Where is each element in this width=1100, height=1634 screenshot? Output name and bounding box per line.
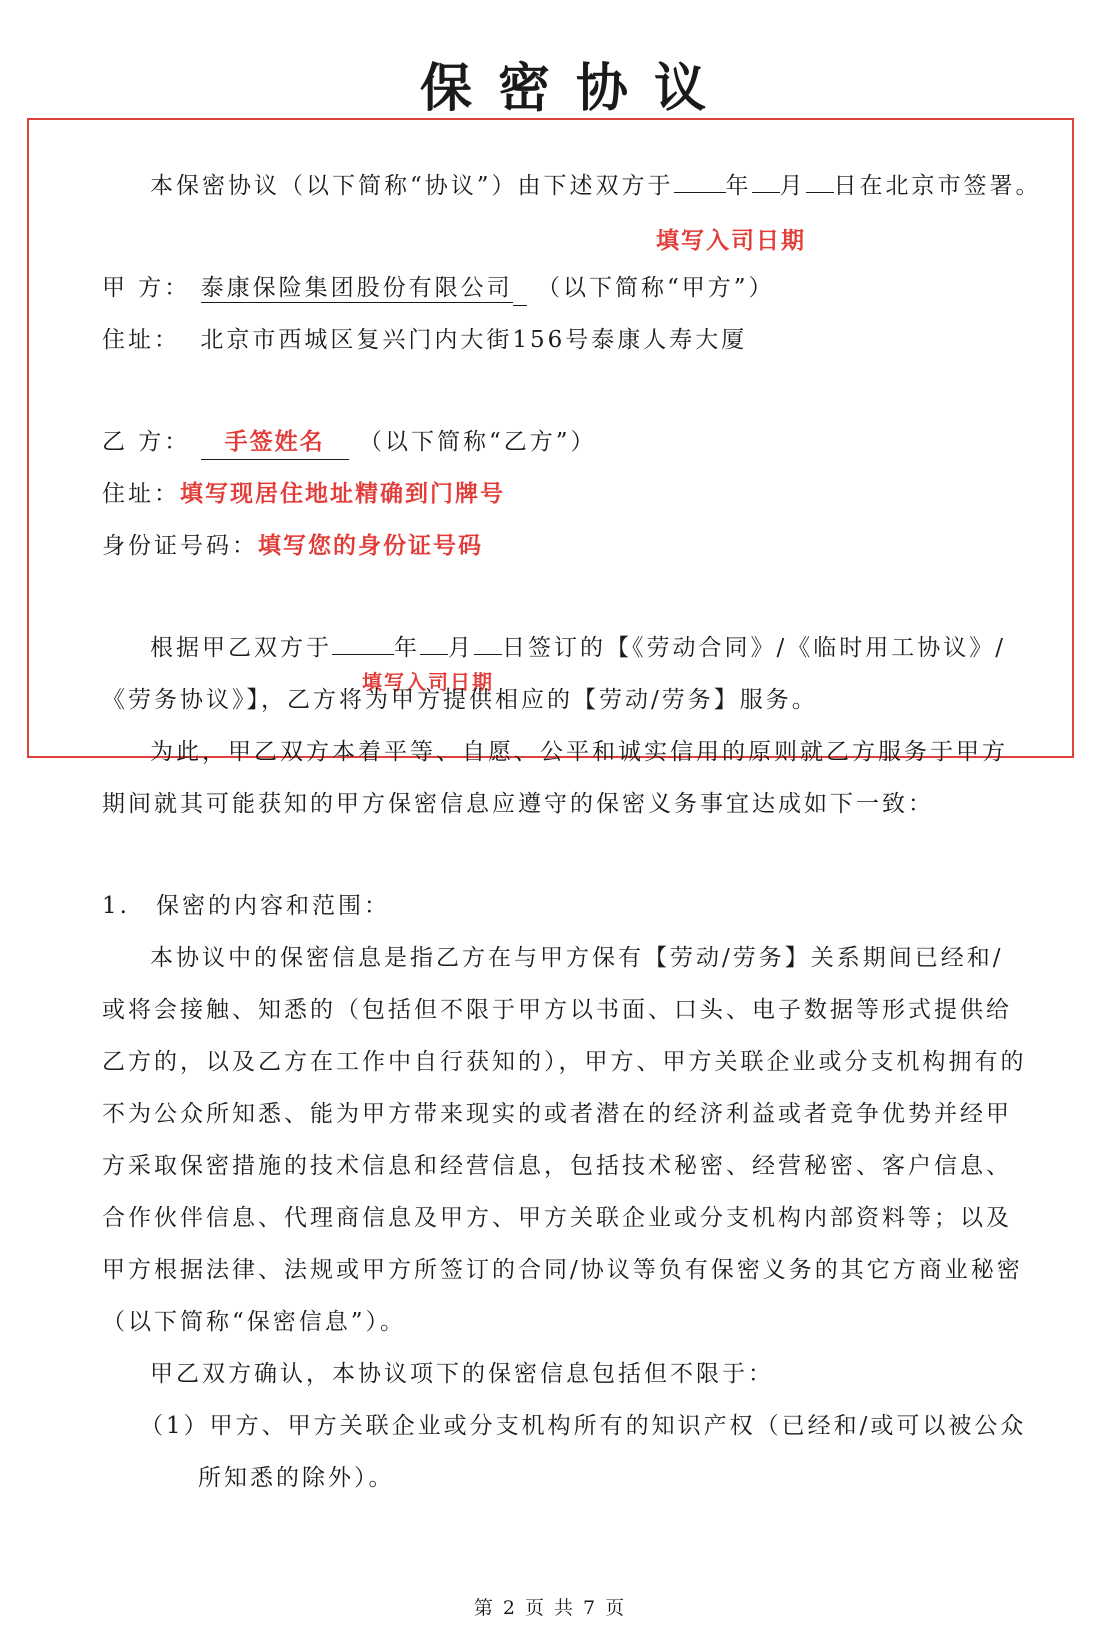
basis-date-annotation: 填写入司日期	[362, 670, 494, 694]
party-b-address-line	[102, 478, 505, 510]
section-1-line-3: 乙方的，以及乙方在工作中自行获知的），甲方、甲方关联企业或分支机构拥有的	[102, 1049, 1027, 1075]
item-1-line-2: 所知悉的除外）。	[198, 1465, 395, 1491]
party-b-name-annotation: 手签姓名	[224, 429, 325, 455]
basis-suffix: 日签订的【《劳动合同》/《临时用工协议》/	[502, 635, 1006, 661]
confirm-line: 甲乙双方确认，本协议项下的保密信息包括但不限于：	[150, 1361, 774, 1387]
party-a-address-label: 住址：	[102, 327, 180, 353]
section-1-line-1: 本协议中的保密信息是指乙方在与甲方保有【劳动/劳务】关系期间已经和/	[150, 945, 1004, 971]
section-1-line-8: （以下简称“保密信息”）。	[102, 1309, 407, 1335]
section-1-line-5: 方采取保密措施的技术信息和经营信息，包括技术秘密、经营秘密、客户信息、	[102, 1153, 1012, 1179]
year-blank[interactable]	[674, 170, 726, 193]
intro-line	[150, 170, 1042, 202]
section-1-heading: 1. 保密的内容和范围：	[102, 893, 390, 919]
intro-year: 年	[725, 173, 752, 199]
basis-month-blank[interactable]	[420, 632, 448, 655]
party-b-id-annotation: 填写您的身份证号码	[258, 533, 483, 559]
party-a-suffix: （以下简称“甲方”）	[536, 275, 775, 301]
intro-month: 月	[779, 173, 806, 199]
party-a-line	[102, 272, 774, 306]
intro-prefix: 本保密协议（以下简称“协议”）由下述双方于	[150, 173, 674, 199]
party-b-label: 乙 方：	[102, 429, 191, 455]
party-b-address-annotation: 填写现居住地址精确到门牌号	[180, 481, 505, 507]
intro-date-annotation: 填写入司日期	[656, 228, 806, 254]
section-1-line-7: 甲方根据法律、法规或甲方所签订的合同/协议等负有保密义务的其它方商业秘密	[102, 1257, 1023, 1283]
party-b-suffix: （以下简称“乙方”）	[358, 429, 597, 455]
party-a-address: 北京市西城区复兴门内大街156号泰康人寿大厦	[200, 327, 748, 353]
page-footer: 第 2 页 共 7 页	[473, 1597, 627, 1619]
basis-line	[150, 632, 1006, 664]
intro-day-suffix: 日在北京市签署。	[833, 173, 1042, 199]
basis-prefix: 根据甲乙双方于	[150, 635, 332, 661]
section-1-line-4: 不为公众所知悉、能为甲方带来现实的或者潜在的经济利益或者竞争优势并经甲	[102, 1101, 1012, 1127]
party-a-name-underline	[513, 272, 527, 306]
basis-day-blank[interactable]	[474, 632, 502, 655]
party-b-id-line	[102, 530, 483, 562]
party-b-line	[102, 426, 596, 460]
party-b-id-label: 身份证号码：	[102, 533, 258, 559]
day-blank[interactable]	[806, 170, 834, 193]
purpose-line-1: 为此，甲乙双方本着平等、自愿、公平和诚实信用的原则就乙方服务于甲方	[150, 739, 1008, 765]
item-1-line-1: （1）甲方、甲方关联企业或分支机构所有的知识产权（已经和/或可以被公众	[140, 1413, 1027, 1439]
party-b-address-label: 住址：	[102, 481, 180, 507]
party-a-name: 泰康保险集团股份有限公司	[200, 275, 513, 301]
section-1-line-6: 合作伙伴信息、代理商信息及甲方、甲方关联企业或分支机构内部资料等；以及	[102, 1205, 1012, 1231]
month-blank[interactable]	[752, 170, 780, 193]
document-title: 保密协议	[419, 59, 732, 119]
purpose-line-2: 期间就其可能获知的甲方保密信息应遵守的保密义务事宜达成如下一致：	[102, 791, 934, 817]
party-b-name-field[interactable]	[201, 426, 349, 460]
basis-month: 月	[448, 635, 474, 661]
party-a-address-line	[102, 324, 747, 356]
party-a-label: 甲 方：	[102, 275, 191, 301]
basis-year-blank[interactable]	[332, 632, 394, 655]
section-1-line-2: 或将会接触、知悉的（包括但不限于甲方以书面、口头、电子数据等形式提供给	[102, 997, 1012, 1023]
basis-year: 年	[394, 635, 420, 661]
basis-line2: 《劳务协议》】，乙方将为甲方提供相应的【劳动/劳务】服务。	[102, 687, 818, 713]
